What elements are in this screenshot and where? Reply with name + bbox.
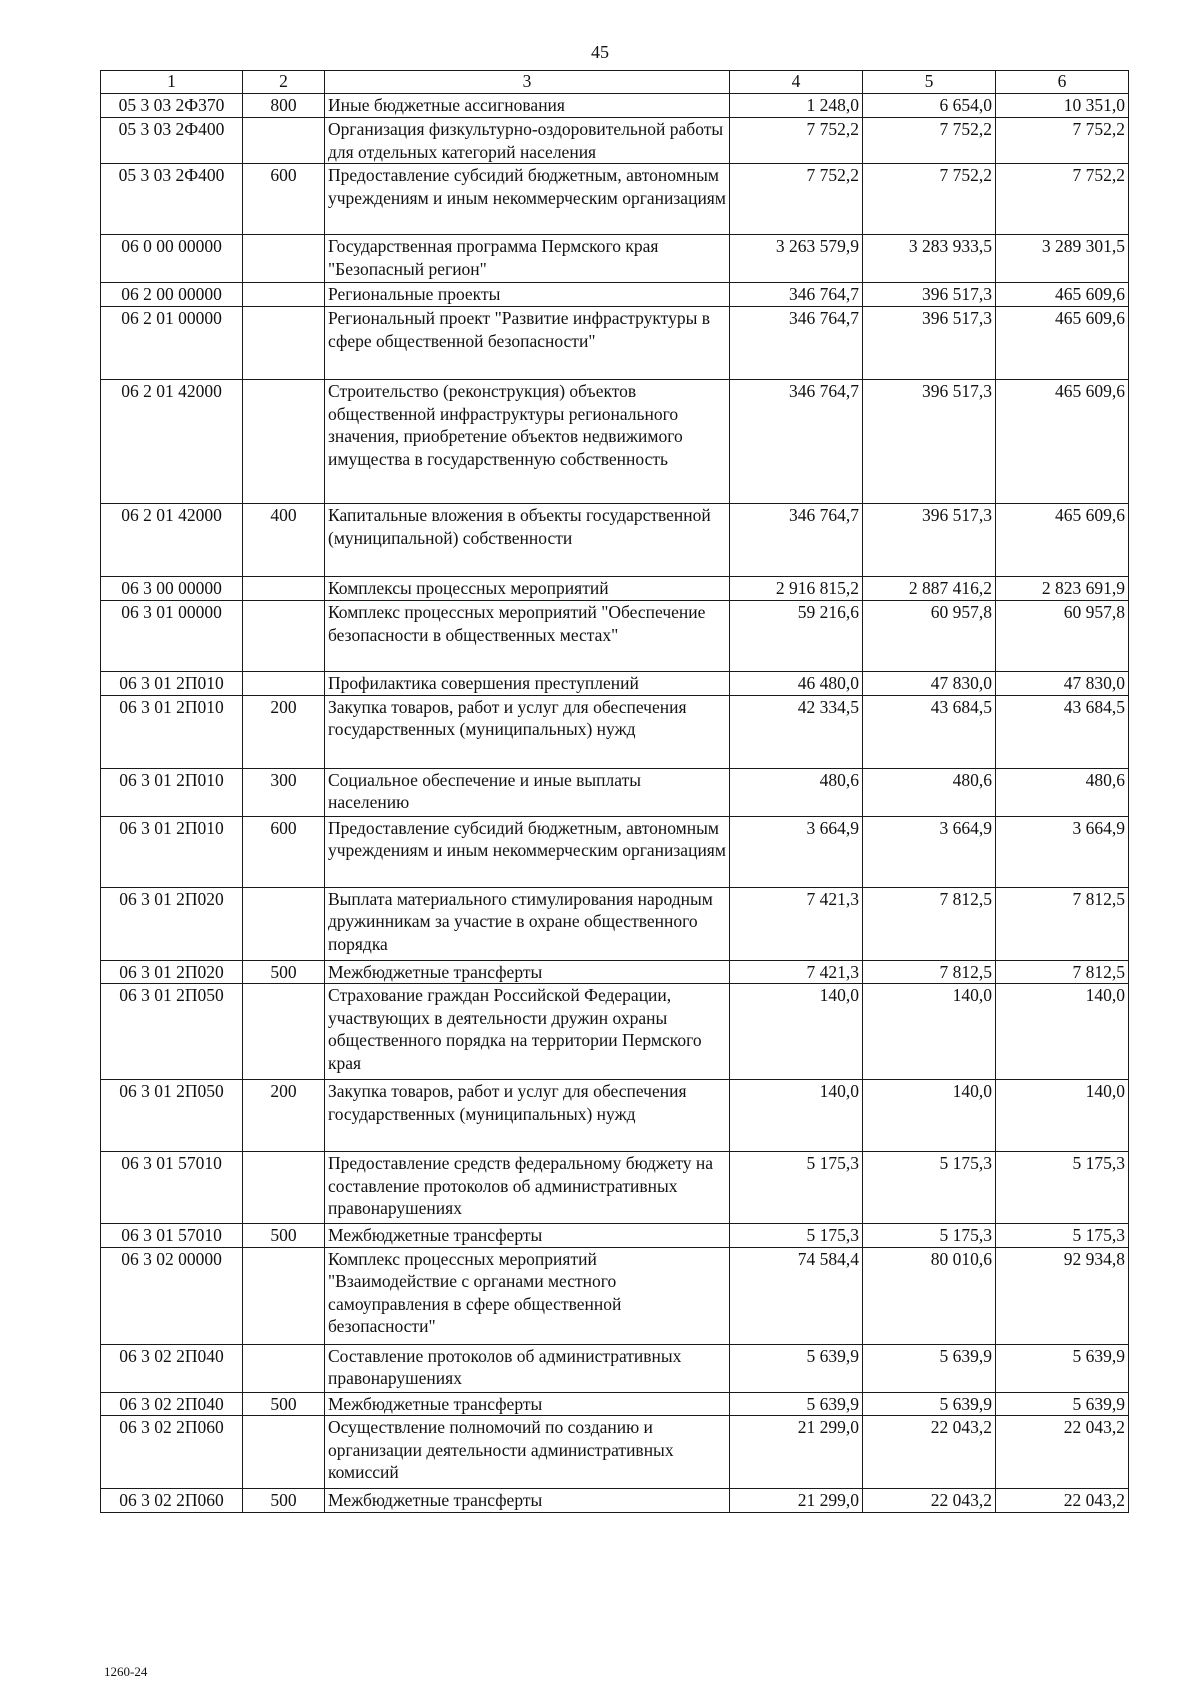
- amount-col5-cell: 396 517,3: [863, 504, 996, 577]
- amount-col5-cell: 396 517,3: [863, 380, 996, 504]
- item-name-cell: Комплекс процессных мероприятий "Обеспечение безопасности в общественных местах": [325, 601, 730, 672]
- amount-col5-cell: 22 043,2: [863, 1416, 996, 1489]
- amount-col4-cell: 140,0: [730, 1080, 863, 1152]
- column-header: 6: [996, 71, 1129, 94]
- amount-col4-cell: 7 421,3: [730, 960, 863, 984]
- item-name-cell: Социальное обеспечение и иные выплаты населению: [325, 768, 730, 816]
- classification-code-cell: 06 3 01 2П010: [101, 672, 243, 696]
- classification-code-cell: 06 2 01 42000: [101, 504, 243, 577]
- table-row: [101, 984, 1129, 1080]
- amount-col4-cell: 59 216,6: [730, 601, 863, 672]
- amount-col6-cell: 10 351,0: [996, 94, 1129, 118]
- classification-code-cell: 06 2 01 00000: [101, 307, 243, 380]
- classification-code-cell: 06 3 01 2П010: [101, 695, 243, 768]
- classification-code-cell: 06 3 01 00000: [101, 601, 243, 672]
- table-row: [101, 164, 1129, 235]
- expense-type-cell: [243, 307, 325, 380]
- table-row: [101, 960, 1129, 984]
- amount-col5-cell: 22 043,2: [863, 1489, 996, 1513]
- classification-code-cell: 06 3 01 2П050: [101, 984, 243, 1080]
- expense-type-cell: 300: [243, 768, 325, 816]
- amount-col4-cell: 5 639,9: [730, 1392, 863, 1416]
- amount-col6-cell: 3 664,9: [996, 816, 1129, 887]
- expense-type-cell: [243, 1344, 325, 1392]
- amount-col5-cell: 396 517,3: [863, 307, 996, 380]
- amount-col5-cell: 140,0: [863, 984, 996, 1080]
- expense-type-cell: [243, 118, 325, 164]
- amount-col4-cell: 2 916 815,2: [730, 577, 863, 601]
- amount-col4-cell: 42 334,5: [730, 695, 863, 768]
- amount-col6-cell: 7 752,2: [996, 164, 1129, 235]
- expense-type-cell: 600: [243, 164, 325, 235]
- classification-code-cell: 06 3 01 2П010: [101, 816, 243, 887]
- amount-col4-cell: 3 263 579,9: [730, 235, 863, 283]
- table-row: [101, 283, 1129, 307]
- amount-col5-cell: 3 283 933,5: [863, 235, 996, 283]
- amount-col4-cell: 3 664,9: [730, 816, 863, 887]
- amount-col4-cell: 1 248,0: [730, 94, 863, 118]
- item-name-cell: Строительство (реконструкция) объектов общественной инфраструктуры регионального значения, приобретение объектов недвижимого имущества в государственную собственность: [325, 380, 730, 504]
- expense-type-cell: [243, 672, 325, 696]
- table-row: [101, 816, 1129, 887]
- table-row: [101, 1247, 1129, 1344]
- item-name-cell: Страхование граждан Российской Федерации, участвующих в деятельности дружин охраны общественного порядка на территории Пермского края: [325, 984, 730, 1080]
- classification-code-cell: 05 3 03 2Ф400: [101, 164, 243, 235]
- amount-col5-cell: 60 957,8: [863, 601, 996, 672]
- classification-code-cell: 06 3 01 2П020: [101, 887, 243, 960]
- amount-col5-cell: 7 752,2: [863, 118, 996, 164]
- expense-type-cell: 200: [243, 695, 325, 768]
- amount-col6-cell: 22 043,2: [996, 1489, 1129, 1513]
- item-name-cell: Закупка товаров, работ и услуг для обеспечения государственных (муниципальных) нужд: [325, 695, 730, 768]
- expense-type-cell: 800: [243, 94, 325, 118]
- item-name-cell: Предоставление субсидий бюджетным, автономным учреждениям и иным некоммерческим организациям: [325, 164, 730, 235]
- classification-code-cell: 06 3 01 57010: [101, 1224, 243, 1248]
- table-row: [101, 1224, 1129, 1248]
- amount-col5-cell: 7 812,5: [863, 960, 996, 984]
- item-name-cell: Иные бюджетные ассигнования: [325, 94, 730, 118]
- amount-col4-cell: 140,0: [730, 984, 863, 1080]
- amount-col5-cell: 5 639,9: [863, 1344, 996, 1392]
- table-row: [101, 601, 1129, 672]
- expense-type-cell: 500: [243, 1392, 325, 1416]
- classification-code-cell: 06 3 02 2П060: [101, 1416, 243, 1489]
- amount-col5-cell: 396 517,3: [863, 283, 996, 307]
- amount-col5-cell: 6 654,0: [863, 94, 996, 118]
- column-header: 1: [101, 71, 243, 94]
- table-row: [101, 768, 1129, 816]
- table-row: [101, 887, 1129, 960]
- amount-col6-cell: 43 684,5: [996, 695, 1129, 768]
- classification-code-cell: 06 3 01 2П020: [101, 960, 243, 984]
- classification-code-cell: 06 3 02 2П040: [101, 1392, 243, 1416]
- table-row: [101, 307, 1129, 380]
- amount-col5-cell: 7 812,5: [863, 887, 996, 960]
- expense-type-cell: [243, 1416, 325, 1489]
- header-row: [101, 71, 1129, 94]
- classification-code-cell: 06 2 00 00000: [101, 283, 243, 307]
- amount-col4-cell: 5 175,3: [730, 1224, 863, 1248]
- column-header: 4: [730, 71, 863, 94]
- item-name-cell: Капитальные вложения в объекты государственной (муниципальной) собственности: [325, 504, 730, 577]
- classification-code-cell: 06 0 00 00000: [101, 235, 243, 283]
- amount-col6-cell: 7 752,2: [996, 118, 1129, 164]
- amount-col6-cell: 465 609,6: [996, 380, 1129, 504]
- amount-col6-cell: 465 609,6: [996, 307, 1129, 380]
- classification-code-cell: 06 3 01 2П010: [101, 768, 243, 816]
- table-row: [101, 1080, 1129, 1152]
- amount-col6-cell: 47 830,0: [996, 672, 1129, 696]
- amount-col4-cell: 7 752,2: [730, 118, 863, 164]
- table-row: [101, 1416, 1129, 1489]
- amount-col4-cell: 480,6: [730, 768, 863, 816]
- table-row: [101, 1392, 1129, 1416]
- amount-col6-cell: 140,0: [996, 984, 1129, 1080]
- column-header: 2: [243, 71, 325, 94]
- item-name-cell: Профилактика совершения преступлений: [325, 672, 730, 696]
- amount-col4-cell: 7 752,2: [730, 164, 863, 235]
- item-name-cell: Межбюджетные трансферты: [325, 960, 730, 984]
- classification-code-cell: 05 3 03 2Ф370: [101, 94, 243, 118]
- amount-col5-cell: 80 010,6: [863, 1247, 996, 1344]
- amount-col6-cell: 92 934,8: [996, 1247, 1129, 1344]
- amount-col6-cell: 5 639,9: [996, 1392, 1129, 1416]
- amount-col6-cell: 22 043,2: [996, 1416, 1129, 1489]
- item-name-cell: Региональный проект "Развитие инфраструктуры в сфере общественной безопасности": [325, 307, 730, 380]
- amount-col4-cell: 346 764,7: [730, 504, 863, 577]
- expense-type-cell: 500: [243, 960, 325, 984]
- column-header: 5: [863, 71, 996, 94]
- amount-col6-cell: 5 175,3: [996, 1224, 1129, 1248]
- amount-col6-cell: 7 812,5: [996, 887, 1129, 960]
- classification-code-cell: 06 3 01 57010: [101, 1152, 243, 1224]
- table-row: [101, 504, 1129, 577]
- item-name-cell: Межбюджетные трансферты: [325, 1489, 730, 1513]
- amount-col5-cell: 2 887 416,2: [863, 577, 996, 601]
- classification-code-cell: 06 3 00 00000: [101, 577, 243, 601]
- item-name-cell: Межбюджетные трансферты: [325, 1392, 730, 1416]
- amount-col5-cell: 47 830,0: [863, 672, 996, 696]
- item-name-cell: Комплексы процессных мероприятий: [325, 577, 730, 601]
- amount-col5-cell: 480,6: [863, 768, 996, 816]
- expense-type-cell: [243, 601, 325, 672]
- amount-col5-cell: 5 639,9: [863, 1392, 996, 1416]
- expense-type-cell: [243, 577, 325, 601]
- budget-table: [100, 70, 1129, 1513]
- amount-col5-cell: 43 684,5: [863, 695, 996, 768]
- item-name-cell: Межбюджетные трансферты: [325, 1224, 730, 1248]
- amount-col5-cell: 3 664,9: [863, 816, 996, 887]
- amount-col4-cell: 7 421,3: [730, 887, 863, 960]
- table-row: [101, 1152, 1129, 1224]
- amount-col5-cell: 5 175,3: [863, 1152, 996, 1224]
- classification-code-cell: 05 3 03 2Ф400: [101, 118, 243, 164]
- table-row: [101, 577, 1129, 601]
- expense-type-cell: [243, 984, 325, 1080]
- item-name-cell: Выплата материального стимулирования народным дружинникам за участие в охране общественного порядка: [325, 887, 730, 960]
- amount-col6-cell: 60 957,8: [996, 601, 1129, 672]
- amount-col6-cell: 465 609,6: [996, 504, 1129, 577]
- amount-col6-cell: 2 823 691,9: [996, 577, 1129, 601]
- amount-col6-cell: 480,6: [996, 768, 1129, 816]
- expense-type-cell: 500: [243, 1489, 325, 1513]
- table-row: [101, 695, 1129, 768]
- amount-col4-cell: 21 299,0: [730, 1416, 863, 1489]
- expense-type-cell: [243, 235, 325, 283]
- expense-type-cell: [243, 380, 325, 504]
- amount-col5-cell: 140,0: [863, 1080, 996, 1152]
- amount-col4-cell: 46 480,0: [730, 672, 863, 696]
- amount-col4-cell: 346 764,7: [730, 283, 863, 307]
- item-name-cell: Составление протоколов об административных правонарушениях: [325, 1344, 730, 1392]
- item-name-cell: Государственная программа Пермского края "Безопасный регион": [325, 235, 730, 283]
- amount-col6-cell: 5 175,3: [996, 1152, 1129, 1224]
- table-row: [101, 380, 1129, 504]
- item-name-cell: Предоставление средств федеральному бюджету на составление протоколов об административных правонарушениях: [325, 1152, 730, 1224]
- expense-type-cell: [243, 283, 325, 307]
- amount-col6-cell: 3 289 301,5: [996, 235, 1129, 283]
- item-name-cell: Предоставление субсидий бюджетным, автономным учреждениям и иным некоммерческим организациям: [325, 816, 730, 887]
- amount-col4-cell: 5 175,3: [730, 1152, 863, 1224]
- expense-type-cell: 600: [243, 816, 325, 887]
- amount-col6-cell: 5 639,9: [996, 1344, 1129, 1392]
- column-header: 3: [325, 71, 730, 94]
- amount-col6-cell: 465 609,6: [996, 283, 1129, 307]
- amount-col5-cell: 7 752,2: [863, 164, 996, 235]
- table-row: [101, 118, 1129, 164]
- expense-type-cell: 200: [243, 1080, 325, 1152]
- amount-col5-cell: 5 175,3: [863, 1224, 996, 1248]
- page-number: 45: [591, 42, 609, 62]
- amount-col6-cell: 7 812,5: [996, 960, 1129, 984]
- classification-code-cell: 06 3 02 2П040: [101, 1344, 243, 1392]
- table-row: [101, 94, 1129, 118]
- amount-col4-cell: 21 299,0: [730, 1489, 863, 1513]
- expense-type-cell: [243, 1152, 325, 1224]
- expense-type-cell: [243, 1247, 325, 1344]
- amount-col4-cell: 5 639,9: [730, 1344, 863, 1392]
- table-row: [101, 235, 1129, 283]
- classification-code-cell: 06 3 02 00000: [101, 1247, 243, 1344]
- expense-type-cell: [243, 887, 325, 960]
- amount-col4-cell: 346 764,7: [730, 307, 863, 380]
- amount-col6-cell: 140,0: [996, 1080, 1129, 1152]
- document-code: 1260-24: [104, 1664, 148, 1679]
- classification-code-cell: 06 3 01 2П050: [101, 1080, 243, 1152]
- amount-col4-cell: 346 764,7: [730, 380, 863, 504]
- item-name-cell: Комплекс процессных мероприятий "Взаимодействие с органами местного самоуправления в сфере общественной безопасности": [325, 1247, 730, 1344]
- table-row: [101, 1344, 1129, 1392]
- classification-code-cell: 06 2 01 42000: [101, 380, 243, 504]
- expense-type-cell: 500: [243, 1224, 325, 1248]
- table-row: [101, 1489, 1129, 1513]
- item-name-cell: Организация физкультурно-оздоровительной работы для отдельных категорий населения: [325, 118, 730, 164]
- item-name-cell: Региональные проекты: [325, 283, 730, 307]
- item-name-cell: Закупка товаров, работ и услуг для обеспечения государственных (муниципальных) нужд: [325, 1080, 730, 1152]
- table-row: [101, 672, 1129, 696]
- item-name-cell: Осуществление полномочий по созданию и организации деятельности административных комиссий: [325, 1416, 730, 1489]
- expense-type-cell: 400: [243, 504, 325, 577]
- amount-col4-cell: 74 584,4: [730, 1247, 863, 1344]
- classification-code-cell: 06 3 02 2П060: [101, 1489, 243, 1513]
